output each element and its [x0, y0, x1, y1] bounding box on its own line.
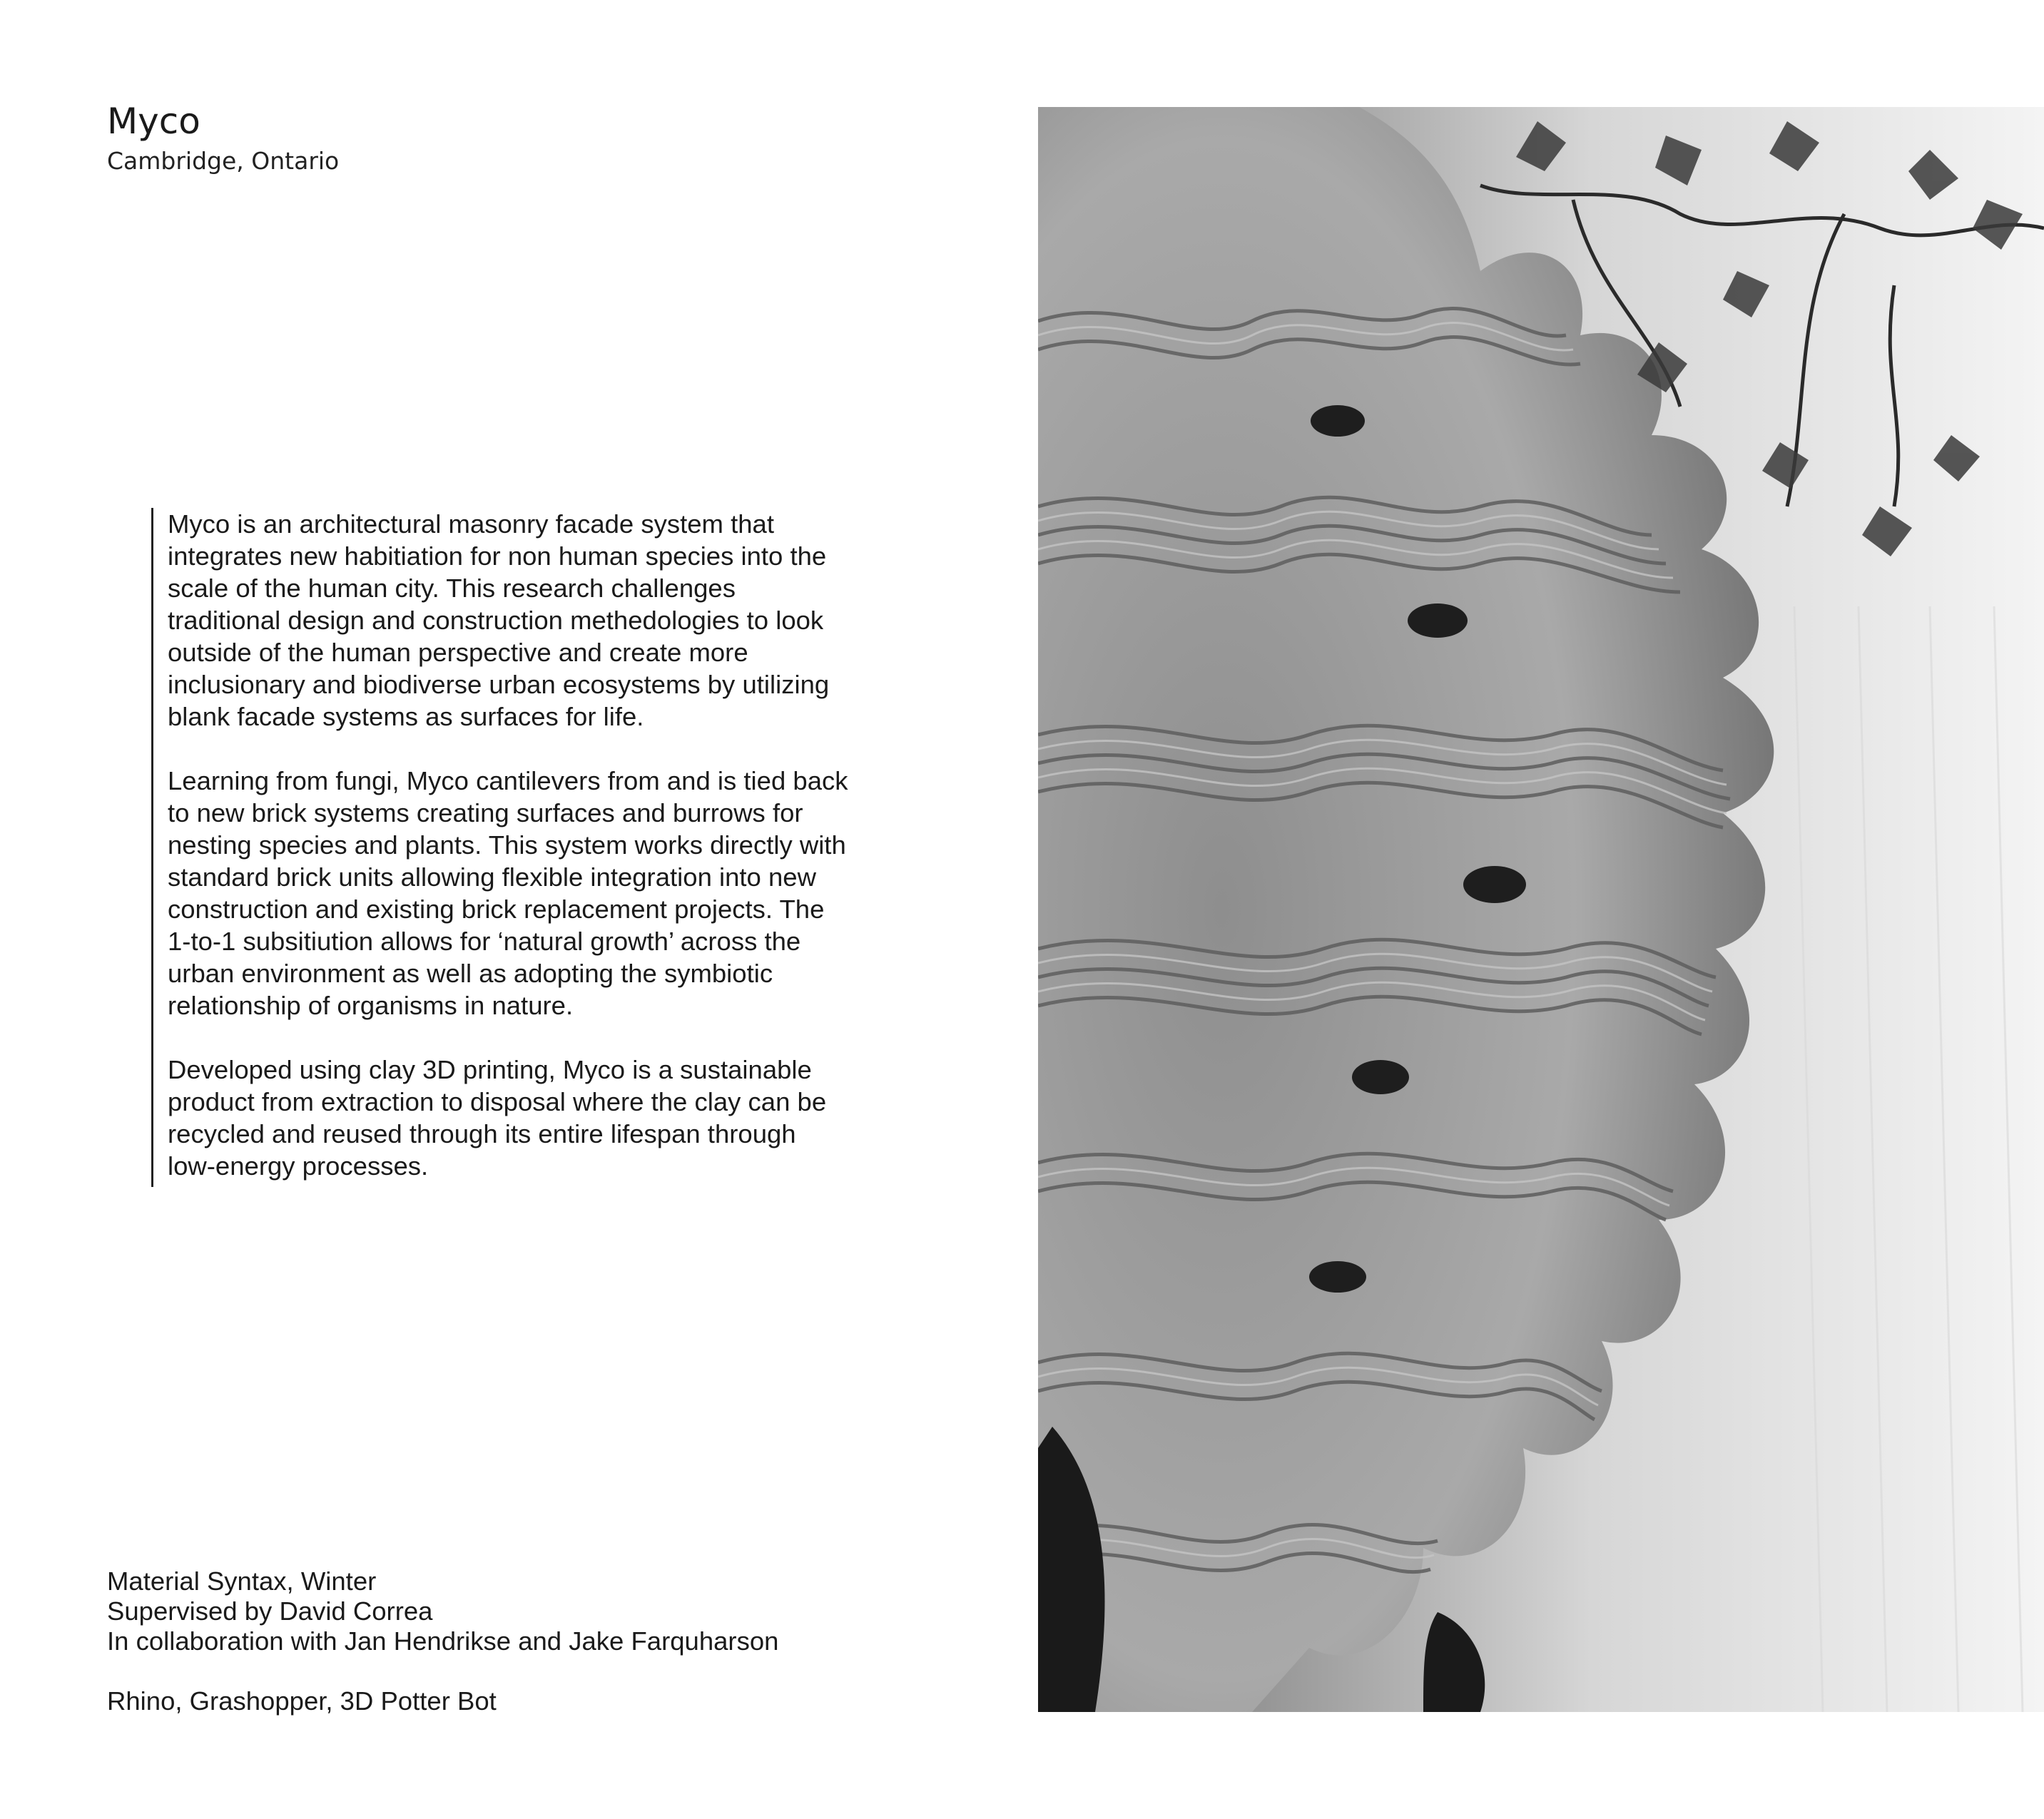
credits-tools: Rhino, Grashopper, 3D Potter Bot [107, 1686, 497, 1716]
credits-collaborators: In collaboration with Jan Hendrikse and Jake Farquharson [107, 1626, 779, 1656]
clay-print-illustration [1038, 107, 2044, 1712]
description-block [151, 508, 850, 1187]
credits-block [107, 1566, 778, 1716]
description-paragraph-1: Myco is an architectural masonry facade system that integrates new habitiation for non human species into the scale of the human city. This research challenges traditional design and construction methedologies to look outside of the human perspective and create more inclusionary and biodiverse urban ecosystems by utilizing blank facade systems as surfaces for life. [168, 509, 830, 731]
description-paragraph-3: Developed using clay 3D printing, Myco is a sustainable product from extraction to disposal where the clay can be recycled and reused through its entire lifespan through low-energy processes. [168, 1055, 827, 1181]
credits-supervisor: Supervised by David Correa [107, 1596, 433, 1626]
description-paragraph-2: Learning from fungi, Myco cantilevers from and is tied back to new brick systems creating surfaces and burrows for nesting species and plants. This system works directly with standard brick units allowing flexible integration into new construction and existing brick replacement projects. The 1-to-1 subsitiution allows for ‘natural growth’ across the urban environment as well as adopting the symbiotic relationship of organisms in nature. [168, 766, 848, 1020]
project-title: Myco [107, 101, 200, 142]
project-location: Cambridge, Ontario [107, 147, 340, 175]
project-photo [1038, 107, 2044, 1712]
credits-course: Material Syntax, Winter [107, 1566, 377, 1596]
